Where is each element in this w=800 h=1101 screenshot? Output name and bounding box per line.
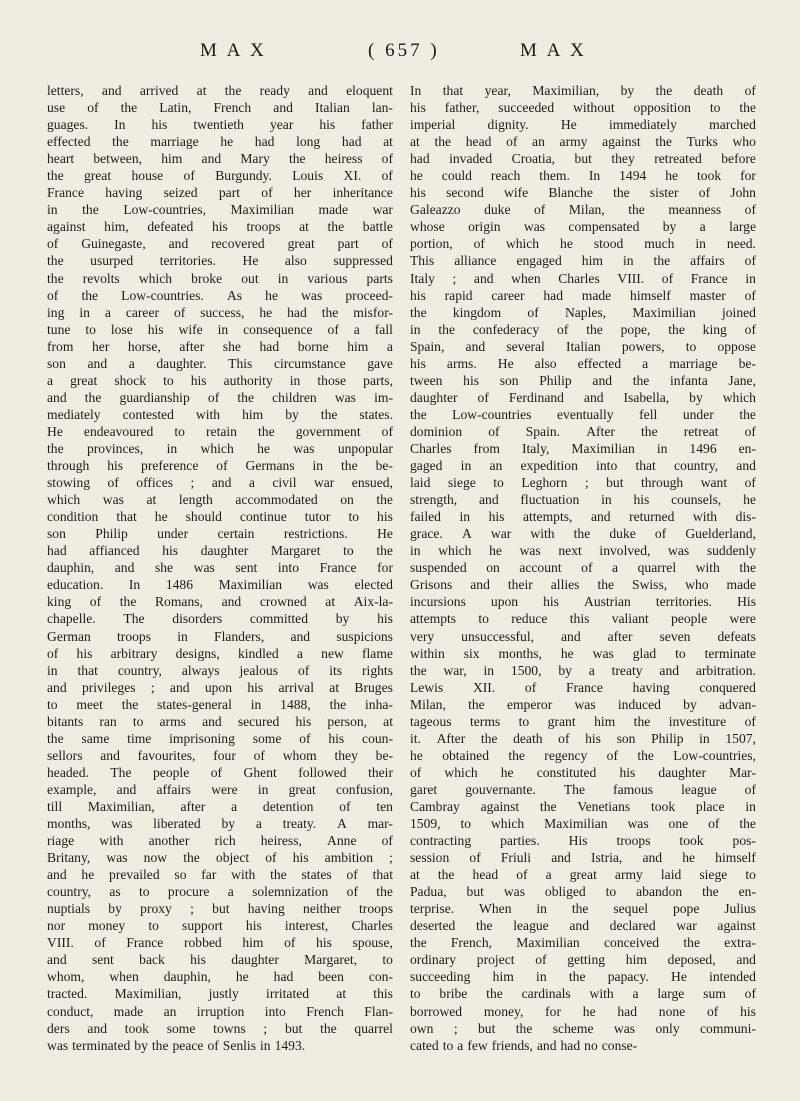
text-line: In that year, Maximilian, by the death of (410, 83, 756, 98)
text-line: France having seized part of her inheritance (47, 185, 393, 201)
text-line: to bribe the cardinals with a large sum of (410, 986, 756, 1002)
text-line: within six months, he was glad to terminate (410, 645, 756, 661)
text-line: terprise. When in the sequel pope Julius (410, 901, 756, 917)
text-line: of which he constituted his daughter Mar- (410, 764, 756, 780)
text-line: whose origin was compensated by a large (410, 219, 756, 235)
text-line: in the Low-countries, Maximilian made war (47, 202, 393, 218)
text-line: his rapid career had made himself master of (410, 287, 756, 303)
text-line: tageous terms to grant him the investiture of (410, 713, 756, 729)
text-line: very unsuccessful, and after seven defeats (410, 628, 756, 644)
text-line: tween his son Philip and the infanta Jane, (410, 372, 756, 388)
text-line: Milan, the emperor was induced by advan- (410, 696, 756, 712)
text-line: at the head of an army against the Turks who (410, 134, 756, 150)
text-line: king of the Romans, and crowned at Aix-la- (47, 594, 393, 610)
text-line: Cambray against the Venetians took place in (410, 798, 756, 814)
text-line: Galeazzo duke of Milan, the meanness of (410, 202, 756, 218)
text-line: conduct, made an irruption into French Flan- (47, 1003, 393, 1019)
text-column-left (47, 82, 393, 1054)
text-line: the war, in 1500, by a treaty and arbitration. (410, 662, 756, 678)
text-line: nor money to support his interest, Charles (47, 918, 393, 934)
text-line: and privileges ; and upon his arrival at Bruges (47, 679, 393, 695)
text-line: he obtained the regency of the Low-countries, (410, 747, 756, 763)
running-header (0, 34, 800, 64)
text-line: the kingdom of Naples, Maximilian joined (410, 304, 756, 320)
text-line: had affianced his daughter Margaret to the (47, 543, 393, 559)
text-line: 1509, to which Maximilian was one of the (410, 816, 756, 832)
text-line: his second wife Blanche the sister of John (410, 185, 756, 201)
text-line: tracted. Maximilian, justly irritated at this (47, 986, 393, 1002)
text-line: to meet the states-general in 1488, the inha- (47, 696, 393, 712)
text-line: months, was liberated by a treaty. A mar- (47, 816, 393, 832)
text-line: ders and took some towns ; but the quarrel (47, 1020, 393, 1036)
text-line: at the head of a great army laid siege to (410, 867, 756, 883)
text-line: sellors and favourites, four of whom they be- (47, 747, 393, 763)
text-line: whom, when dauphin, he had been con- (47, 969, 393, 985)
text-line: the provinces, in which he was unpopular (47, 440, 393, 456)
text-line: of his arbitrary designs, kindled a new flame (47, 645, 393, 661)
text-line: mediately contested with him by the states. (47, 406, 393, 422)
text-line: letters, and arrived at the ready and eloquent (47, 83, 393, 98)
page-number: ( 657 ) (368, 40, 440, 61)
text-line: it. After the death of his son Philip in 1507, (410, 730, 756, 746)
text-line: the great house of Burgundy. Louis XI. of (47, 168, 393, 184)
text-line: German troops in Flanders, and suspicions (47, 628, 393, 644)
text-line: imperial dignity. He immediately marched (410, 117, 756, 133)
text-line: and the guardianship of the children was im- (47, 389, 393, 405)
text-line: of the Low-countries. As he was proceed- (47, 287, 393, 303)
text-line: son and a daughter. This circumstance gave (47, 355, 393, 371)
text-line: daughter of Ferdinand and Isabella, by which (410, 389, 756, 405)
text-line: in which he was next involved, was suddenly (410, 543, 756, 559)
text-line: the usurped territories. He also suppressed (47, 253, 393, 269)
text-line: son Philip under certain restrictions. He (47, 526, 393, 542)
text-line: riage with another rich heiress, Anne of (47, 833, 393, 849)
text-line: grace. A war with the duke of Guelderland, (410, 526, 756, 542)
text-line: chapelle. The disorders committed by his (47, 611, 393, 627)
text-line: the Low-countries eventually fell under the (410, 406, 756, 422)
text-line: and sent back his daughter Margaret, to (47, 952, 393, 968)
text-line: own ; but the scheme was only communi- (410, 1020, 756, 1036)
text-line: contracting parties. His troops took pos- (410, 833, 756, 849)
text-line: He endeavoured to retain the government of (47, 423, 393, 439)
text-line: and he prevailed so far with the states of that (47, 867, 393, 883)
text-line: cated to a few friends, and had no conse- (410, 1037, 638, 1053)
text-line: from her horse, after she had borne him a (47, 338, 393, 354)
text-line: nuptials by proxy ; but having neither troops (47, 901, 393, 917)
text-line: till Maximilian, after a detention of ten (47, 798, 393, 814)
text-line: use of the Latin, French and Italian lan- (47, 100, 393, 116)
text-line: guages. In his twentieth year his father (47, 117, 393, 133)
header-right-keyword: M A X (520, 40, 587, 61)
text-line: This alliance engaged him in the affairs of (410, 253, 756, 269)
text-line: headed. The people of Ghent followed their (47, 764, 393, 780)
text-line: example, and affairs were in great confusion, (47, 781, 393, 797)
text-line: Padua, but was obliged to abandon the en- (410, 884, 756, 900)
text-column-right (410, 82, 756, 1054)
text-line: gaged in an expedition into that country, and (410, 458, 756, 474)
text-line: through his preference of Germans in the be- (47, 458, 393, 474)
text-line: laid siege to Leghorn ; but through want of (410, 475, 756, 491)
header-left-keyword: M A X (200, 40, 267, 61)
text-line: Italy ; and when Charles VIII. of France in (410, 270, 756, 286)
text-line: which was at length accommodated on the (47, 492, 393, 508)
text-line: the same time imprisoning some of his coun- (47, 730, 393, 746)
text-line: the French, Maximilian conceived the extra- (410, 935, 756, 951)
text-line: he could reach them. In 1494 he took for (410, 168, 756, 184)
text-line: had invaded Croatia, but they retreated before (410, 151, 756, 167)
text-line: dominion of Spain. After the retreat of (410, 423, 756, 439)
text-line: bitants ran to arms and secured his person, at (47, 713, 393, 729)
text-line: his father, succeeded without opposition to the (410, 100, 756, 116)
text-line: dauphin, and she was sent into France for (47, 560, 393, 576)
text-line: session of Friuli and Istria, and he himself (410, 850, 756, 866)
text-line: Spain, and several Italian powers, to oppose (410, 338, 756, 354)
text-line: incursions upon his Austrian territories. His (410, 594, 756, 610)
text-line: attempts to reduce this valiant people were (410, 611, 756, 627)
text-line: his arms. He also effected a marriage be- (410, 355, 756, 371)
text-line: borrowed money, for he had none of his (410, 1003, 756, 1019)
text-line: Charles from Italy, Maximilian in 1496 en- (410, 440, 756, 456)
text-line: country, as to procure a solemnization of the (47, 884, 393, 900)
text-line: Grisons and their allies the Swiss, who made (410, 577, 756, 593)
text-line: heart between, him and Mary the heiress of (47, 151, 393, 167)
text-line: against him, defeated his troops at the battle (47, 219, 393, 235)
text-line: succeeding him in the papacy. He intended (410, 969, 756, 985)
text-line: VIII. of France robbed him of his spouse, (47, 935, 393, 951)
text-line: a great shock to his authority in those parts, (47, 372, 393, 388)
text-line: education. In 1486 Maximilian was elected (47, 577, 393, 593)
text-line: of Guinegaste, and recovered great part of (47, 236, 393, 252)
text-line: condition that he should continue tutor to his (47, 509, 393, 525)
text-line: in the confederacy of the pope, the king of (410, 321, 756, 337)
text-line: ordinary project of getting him deposed, and (410, 952, 756, 968)
text-line: tune to lose his wife in consequence of a fall (47, 321, 393, 337)
text-line: strength, and fluctuation in his counsels, he (410, 492, 756, 508)
text-line: Britany, was now the object of his ambition ; (47, 850, 393, 866)
text-line: was terminated by the peace of Senlis in 1493. (47, 1037, 306, 1053)
text-line: stowing of offices ; and a civil war ensued, (47, 475, 393, 491)
text-line: failed in his attempts, and returned with dis- (410, 509, 756, 525)
text-line: Lewis XII. of France having conquered (410, 679, 756, 695)
text-line: ing in a career of success, he had the misfor- (47, 304, 393, 320)
text-line: suspended on account of a quarrel with the (410, 560, 756, 576)
text-line: deserted the league and declared war against (410, 918, 756, 934)
text-line: the revolts which broke out in various parts (47, 270, 393, 286)
text-line: portion, of which he stood much in need. (410, 236, 756, 252)
text-line: in that country, always jealous of its rights (47, 662, 393, 678)
text-line: effected the marriage he had long had at (47, 134, 393, 150)
text-line: garet gouvernante. The famous league of (410, 781, 756, 797)
